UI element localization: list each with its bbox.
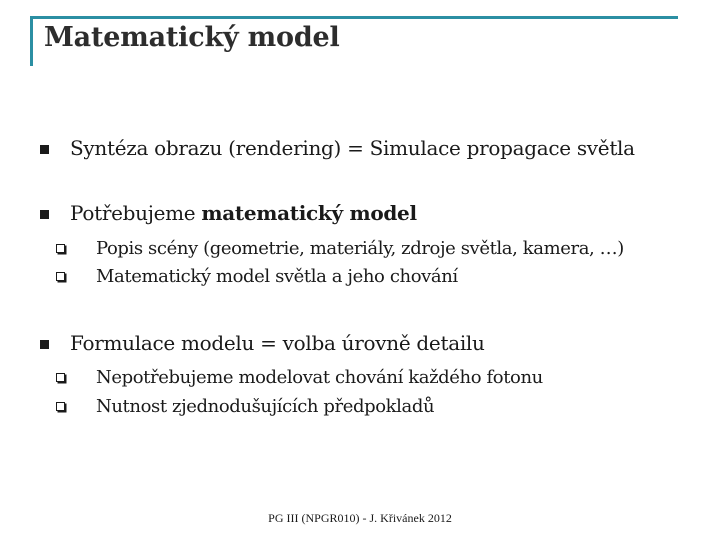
hollow-square-bullet-icon [56, 244, 65, 253]
subbullet-text: Nepotřebujeme modelovat chování každého fotonu [96, 367, 543, 388]
subbullet-text: Nutnost zjednodušujících předpokladů [96, 396, 435, 417]
bullet-text-prefix: Potřebujeme [70, 201, 202, 225]
page-title: Matematický model [44, 22, 340, 53]
subbullet-text: Popis scény (geometrie, materiály, zdroje světla, kamera, …) [96, 238, 624, 259]
bullet-text [70, 201, 417, 225]
square-bullet-icon [40, 210, 49, 219]
hollow-square-bullet-icon [56, 272, 65, 281]
bullet-text: Syntéza obrazu (rendering) = Simulace propagace světla [70, 136, 635, 160]
subbullet-text: Matematický model světla a jeho chování [96, 266, 458, 287]
bullet-text-bold: matematický model [201, 201, 417, 225]
hollow-square-bullet-icon [56, 373, 65, 382]
bullet-text: Formulace modelu = volba úrovně detailu [70, 331, 485, 355]
square-bullet-icon [40, 340, 49, 349]
square-bullet-icon [40, 145, 49, 154]
hollow-square-bullet-icon [56, 402, 65, 411]
slide-footer: PG III (NPGR010) - J. Křivánek 2012 [268, 511, 452, 525]
